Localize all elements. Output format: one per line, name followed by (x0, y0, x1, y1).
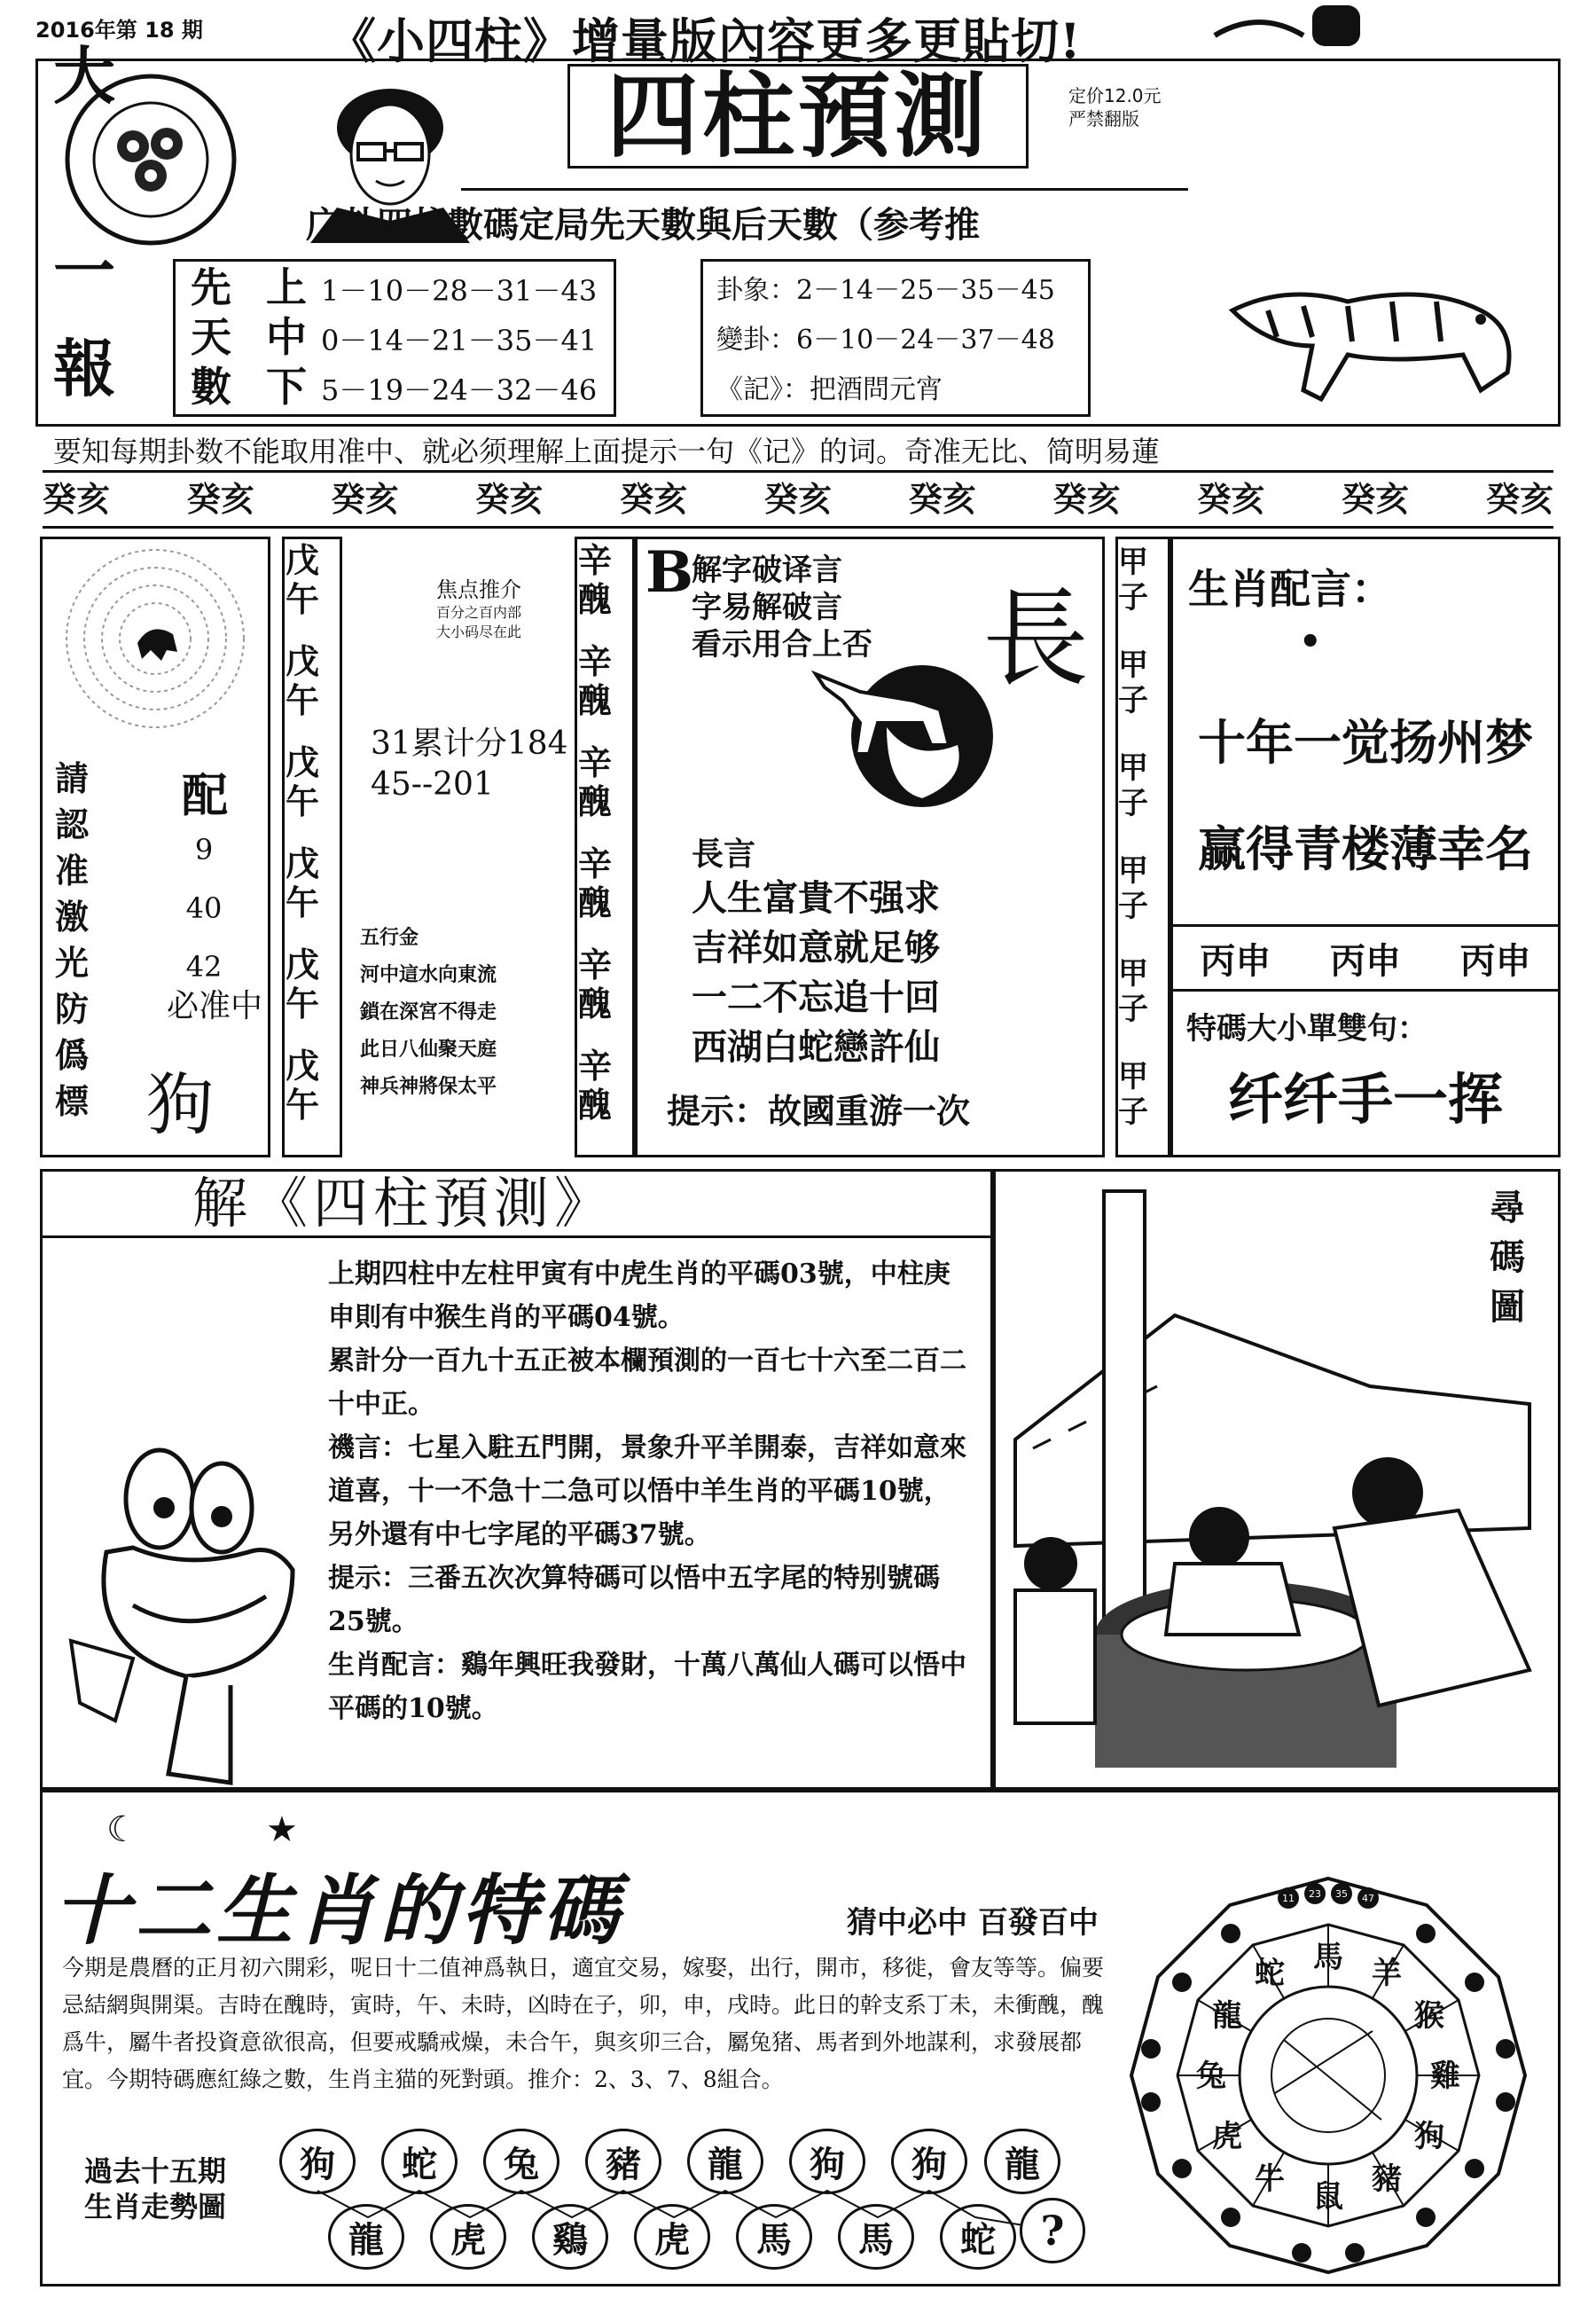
pillar-row: 1－10－28－31－43 (321, 274, 598, 308)
trend-top-bubble: 蛇 (381, 2129, 458, 2194)
jie-para: 提示：三番五次次算特碼可以悟中五字尾的特别號碼25號。 (328, 1563, 940, 1637)
zodiac-target-image (62, 545, 248, 732)
wheel-animal: 兔 (1196, 2059, 1226, 2094)
jia-cell: 甲子 (1118, 545, 1148, 616)
poem-line: 鎖在深宮不得走 (360, 1000, 497, 1024)
auth-char: 激 (55, 897, 90, 937)
focus-sub2: 大小码尽在此 (435, 624, 521, 640)
jie-text (328, 1252, 975, 1730)
auth-char: 准 (55, 851, 90, 890)
notice-text: 要知每期卦数不能取用准中、就必须理解上面提示一句《记》的词。奇准无比、简明易蓮 (53, 435, 1161, 468)
gua-line: 《記》：把酒問元宵 (716, 374, 943, 405)
wheel-top-num: 23 (1309, 1888, 1321, 1900)
pillar-pos: 中 (266, 313, 307, 361)
trend-bottom-bubble: 蛇 (940, 2204, 1016, 2270)
jie-para: 上期四柱中左柱甲寅有中虎生肖的平碼03號，中柱庚申則有中猴生肖的平碼04號。 (328, 1259, 951, 1333)
trend-title-1: 過去十五期 (83, 2154, 226, 2188)
zodiac-wheel (1124, 1871, 1532, 2279)
page-title: 四柱預測 (606, 61, 990, 170)
pillar-char: 數 (191, 363, 231, 411)
wx-title: 五行金 (360, 926, 419, 949)
trend-top-bubble: 狗 (789, 2129, 865, 2194)
animal-label: 狗 (146, 1065, 214, 1144)
wu-column-text (286, 541, 339, 1125)
jia-cell: 甲子 (1118, 853, 1148, 924)
phrase-line2: 赢得青楼薄幸名 (1198, 820, 1533, 877)
issue-label: 2016年第 18 期 (35, 18, 203, 43)
wheel-animal: 虎 (1212, 2119, 1242, 2154)
xin-cell: 辛醜 (578, 843, 613, 922)
gui-cell: 癸亥 (1342, 479, 1410, 519)
wheel-top-num: 35 (1335, 1888, 1348, 1900)
riddle-line: 字易解破言 (692, 590, 842, 625)
pei-number: 40 (185, 891, 223, 925)
xin-cell: 辛醜 (578, 742, 613, 821)
focus-sub1: 百分之百内部 (435, 604, 521, 621)
jia-cell: 甲子 (1118, 1059, 1148, 1130)
trend-top-bubble: 豬 (585, 2129, 661, 2194)
auth-char: 防 (55, 989, 90, 1029)
trend-top-bubble: 狗 (279, 2129, 356, 2194)
jie-para: 累計分一百九十五正被本欄預測的一百七十六至二百二十中正。 (328, 1345, 966, 1420)
yan-title: 長言 (692, 835, 756, 873)
center-tip: 提示：故國重游一次 (667, 1091, 971, 1131)
gua-line: 卦象：2－14－25－35－45 (716, 275, 1055, 306)
wheel-animal: 鼠 (1313, 2179, 1343, 2215)
pei-label: 配 (182, 769, 229, 823)
wu-cell: 戊午 (286, 742, 320, 821)
pillar-pos: 上 (266, 263, 307, 311)
gui-cell: 癸亥 (1197, 479, 1265, 519)
xin-cell: 辛醜 (578, 1046, 613, 1125)
no-copy-label: 严禁翻版 (1068, 108, 1139, 129)
question-bubble: ? (1020, 2198, 1085, 2263)
gui-cell: 癸亥 (331, 479, 399, 519)
wheel-animal: 雞 (1430, 2059, 1460, 2094)
gui-row (43, 470, 1553, 529)
moon-deco: ☾ (106, 1809, 138, 1850)
price-label: 定价12.0元 (1068, 85, 1162, 106)
trend-zigzag (266, 2129, 1064, 2279)
xin-column-text (578, 541, 631, 1125)
xin-cell: 辛醜 (578, 641, 613, 720)
xin-cell: 辛醜 (578, 540, 613, 619)
b-letter: B (645, 539, 694, 606)
wheel-animal: 狗 (1414, 2119, 1444, 2154)
gui-cell: 癸亥 (475, 479, 544, 519)
auth-char: 僞 (55, 1035, 90, 1075)
gua-line: 變卦：6－10－24－37－48 (716, 325, 1055, 356)
xun-ma-char: 碼 (1490, 1236, 1525, 1278)
wheel-animal: 豬 (1372, 2161, 1402, 2197)
trend-bottom-bubble: 虎 (634, 2204, 710, 2270)
seal-logo (62, 71, 239, 248)
auth-char: 標 (55, 1081, 90, 1121)
wheel-animal: 猴 (1414, 1998, 1444, 2034)
focus-range: 45--201 (371, 766, 494, 803)
zodiac-phrase-title: 生肖配言： (1188, 565, 1392, 613)
jie-para: 禨言：七星入駐五門開，景象升平羊開泰，吉祥如意來道喜，十一不急十二急可以悟中羊生肖的平碼10號，另外還有中七字尾的平碼37號。 (328, 1432, 966, 1550)
wu-cell: 戊午 (286, 1046, 320, 1125)
gui-cell: 癸亥 (186, 479, 254, 519)
pillar-char: 天 (191, 313, 231, 361)
pillar-row: 0－14－21－35－41 (321, 324, 598, 357)
trend-top-bubble: 狗 (891, 2129, 967, 2194)
wheel-animal: 龍 (1212, 1998, 1242, 2034)
poem-line: 人生富貴不强求 (692, 877, 940, 919)
trend-bottom-bubble: 鷄 (532, 2204, 608, 2270)
riddle-line: 看示用合上否 (692, 627, 872, 663)
poem-line: 吉祥如意就足够 (692, 927, 940, 969)
wu-cell: 戊午 (286, 540, 320, 619)
gui-cell: 癸亥 (1485, 479, 1553, 519)
jia-cell: 甲子 (1118, 750, 1148, 821)
poem-line: 西湖白蛇戀許仙 (692, 1026, 940, 1068)
well-illustration (998, 1173, 1556, 1785)
bing-cell: 丙申 (1329, 939, 1401, 982)
wu-cell: 戊午 (286, 843, 320, 922)
pillar-pos: 下 (266, 363, 307, 411)
xun-ma-char: 尋 (1490, 1187, 1525, 1228)
side-char-top: 大 (53, 39, 115, 113)
trend-top-bubble: 龍 (984, 2129, 1060, 2194)
poem-line: 神兵神將保太平 (360, 1075, 497, 1098)
phrase-line1: 十年一觉扬州梦 (1198, 714, 1533, 771)
te-phrase: 纤纤手一挥 (1227, 1067, 1503, 1132)
focus-poem (360, 956, 497, 1105)
gui-cell: 癸亥 (763, 479, 832, 519)
side-char-mid: 一 (53, 234, 115, 308)
bing-cell: 丙申 (1200, 939, 1271, 982)
pei-number: 42 (185, 950, 223, 984)
focus-title: 焦点推介 (436, 577, 521, 602)
trend-top-bubble: 龍 (687, 2129, 763, 2194)
poem-line: 一二不忘追十回 (692, 977, 940, 1018)
star-deco: ★ (266, 1809, 298, 1850)
gui-cell: 癸亥 (620, 479, 688, 519)
jie-title: 解《四柱預測》 (192, 1171, 614, 1235)
wheel-animal: 馬 (1313, 1940, 1343, 1975)
bing-cell: 丙申 (1459, 939, 1531, 982)
gua-lines (716, 266, 1055, 415)
focus-score: 31累计分184 (371, 726, 568, 762)
deer-illustration (780, 639, 1011, 816)
sure-label: 必准中 (167, 988, 263, 1024)
side-char-low: 報 (53, 332, 115, 405)
wheel-animal: 蛇 (1255, 1956, 1285, 1991)
trend-title (66, 2153, 244, 2224)
wheel-top-num: 11 (1282, 1893, 1295, 1904)
twelve-title: 十二生肖的特碼 (53, 1866, 624, 1956)
gui-cell: 癸亥 (43, 479, 111, 519)
wu-cell: 戊午 (286, 641, 320, 720)
wheel-animal: 牛 (1255, 2161, 1285, 2197)
pillars-col1 (191, 263, 231, 412)
jia-cell: 甲子 (1118, 956, 1148, 1027)
twelve-para: 今期是農曆的正月初六開彩，呢日十二值神爲執日，適宜交易，嫁娶，出行，開市，移徙，會友等等。偏要忌結網與開渠。吉時在醜時，寅時，午、未時，凶時在子，卯，申，戌時。此日的幹支系丁未，未衝醜，醜爲牛，屬牛者投資意欲很高，但要戒驕戒燥，未合午，與亥卯三合，屬兔猪、馬者到外地謀利，求發展都宜。今期特碼應紅綠之數，生肖主猫的死對頭。推介：2、3、7、8組合。 (62, 1955, 1105, 2092)
xun-ma-label (1486, 1180, 1529, 1336)
trend-bottom-bubble: 馬 (736, 2204, 812, 2270)
trend-bottom-bubble: 虎 (430, 2204, 506, 2270)
xun-ma-char: 圖 (1490, 1286, 1525, 1328)
jia-column-text (1118, 545, 1168, 1130)
pillar-row: 5－19－24－32－46 (321, 373, 598, 407)
trend-top-bubble: 兔 (483, 2129, 559, 2194)
gui-cell: 癸亥 (908, 479, 976, 519)
auth-char: 光 (55, 943, 90, 983)
bing-row (1170, 924, 1561, 992)
pei-numbers (155, 820, 253, 996)
pillars-col2 (266, 263, 307, 412)
subtitle-text: 广卦四柱數碼定局先天數與后天數（参考推 (306, 204, 980, 246)
phrase-dot: • (1299, 621, 1322, 663)
poem-line: 河中這水向東流 (360, 963, 497, 986)
banner-text: 《小四柱》增量版內容更多更貼切! (328, 12, 1082, 69)
te-title: 特碼大小單雙句： (1186, 1011, 1428, 1047)
poem-line: 此日八仙聚天庭 (360, 1038, 497, 1061)
gui-cell: 癸亥 (1052, 479, 1121, 519)
pei-number: 9 (194, 833, 214, 867)
wheel-top-num: 47 (1362, 1893, 1374, 1904)
cartoon-mascot (53, 1419, 328, 1792)
center-poem (692, 874, 940, 1072)
deco-mascot (1206, 0, 1365, 71)
trend-bottom-bubble: 龍 (328, 2204, 404, 2270)
trend-title-2: 生肖走勢圖 (83, 2190, 226, 2224)
auth-char: 請 (55, 758, 90, 798)
jie-para: 生肖配言：鷄年興旺我發財，十萬八萬仙人碼可以悟中平碼的10號。 (328, 1650, 966, 1724)
jia-cell: 甲子 (1118, 647, 1148, 718)
trend-bottom-bubble: 馬 (838, 2204, 914, 2270)
slogan: 猜中必中 百發百中 (847, 1905, 1099, 1941)
auth-vertical (55, 756, 89, 1125)
riddle-line: 解字破译言 (692, 553, 842, 588)
auth-char: 認 (55, 804, 90, 844)
wu-cell: 戊午 (286, 945, 320, 1024)
subtitle-rule (461, 188, 1188, 191)
wheel-animal: 羊 (1372, 1956, 1402, 1991)
big-char: 長 (982, 578, 1089, 702)
tiger-illustration (1215, 257, 1534, 417)
pillar-char: 先 (191, 263, 231, 311)
pillars-rows (321, 266, 597, 415)
xin-cell: 辛醜 (578, 945, 613, 1024)
